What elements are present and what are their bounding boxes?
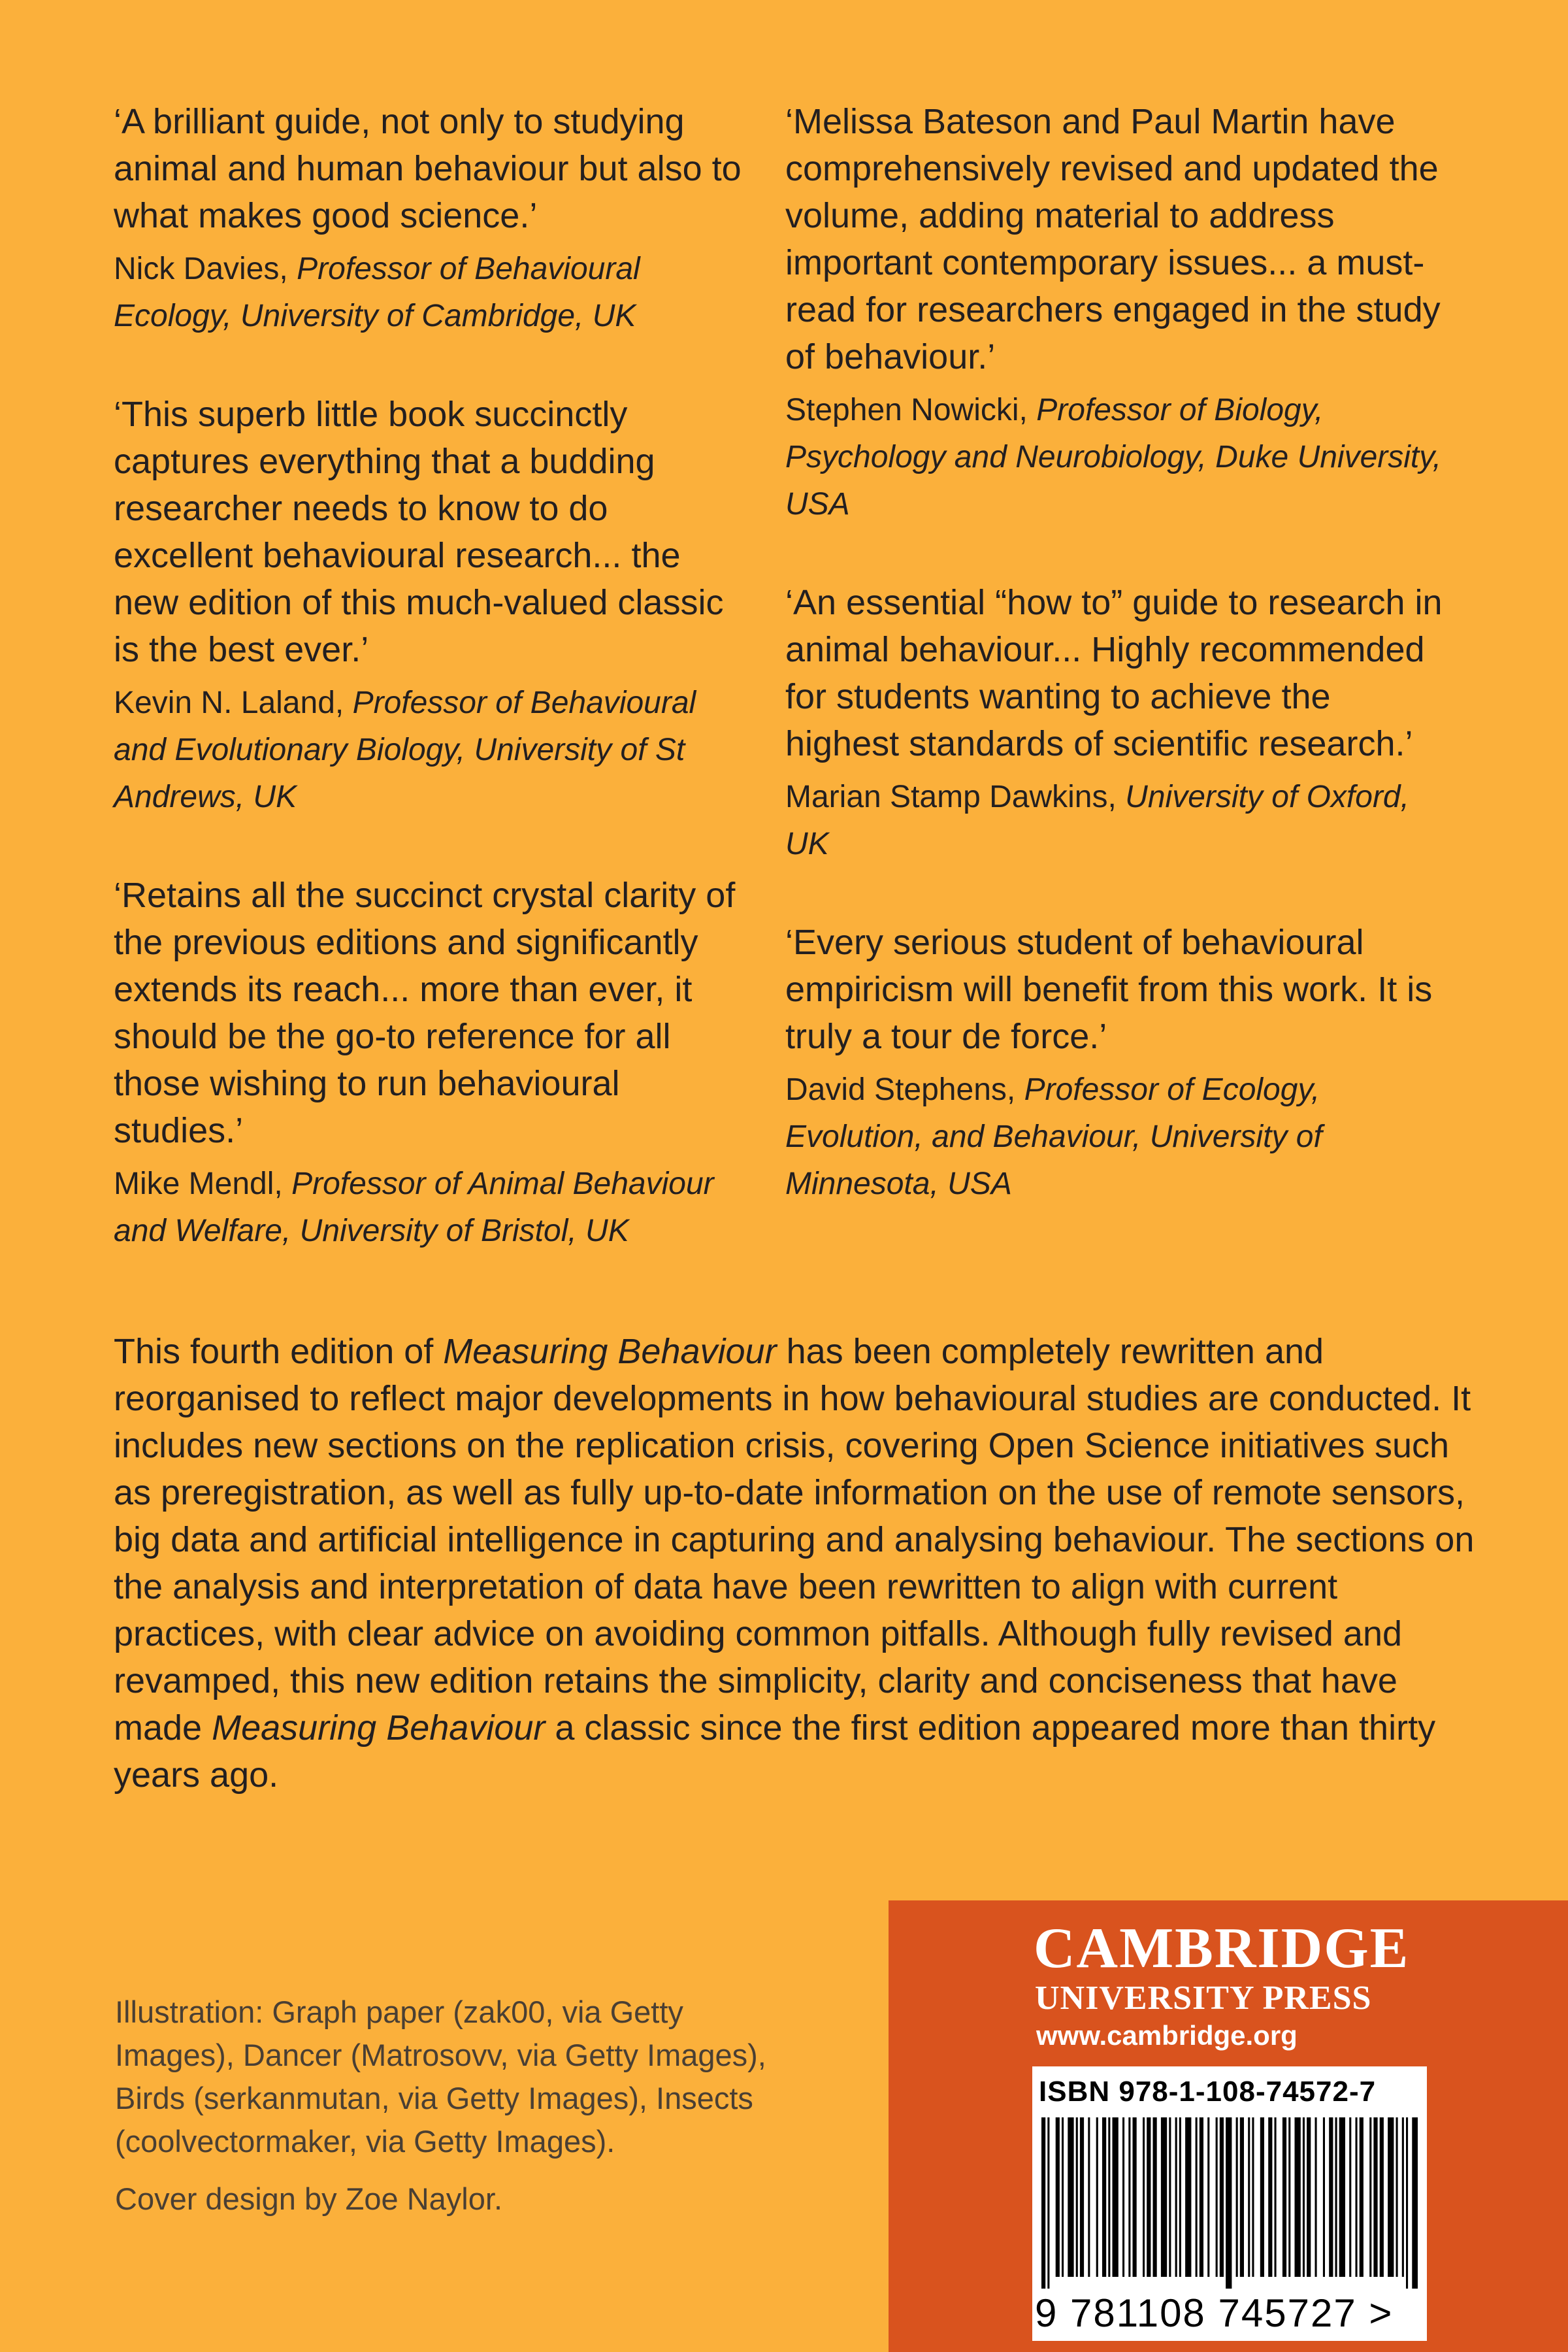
barcode-bar [1275, 2117, 1277, 2277]
barcode-bar [1068, 2117, 1073, 2277]
illustration-credit: Illustration: Graph paper (zak00, via Getty Images), Dancer (Matrosovv, via Getty Images), Birds (serkanmutan, via Getty Images), Insects (coolvectormaker, via Getty Images). [115, 1995, 766, 2159]
reviewer-name: David Stephens, [785, 1072, 1024, 1107]
barcode-bar [1369, 2117, 1371, 2277]
barcode-bar [1196, 2117, 1198, 2277]
review [114, 98, 754, 340]
book-title: Measuring Behaviour [212, 1708, 546, 1747]
barcode-bar [1133, 2117, 1137, 2277]
review [785, 579, 1445, 868]
barcode-image [1041, 2117, 1418, 2289]
review-quote: ‘An essential “how to” guide to research in animal behaviour... Highly recommended for students wanting to achieve the highest standards of scientific research.’ [785, 583, 1443, 763]
reviewer-name: Kevin N. Laland, [114, 686, 353, 720]
barcode-bar [1047, 2117, 1049, 2289]
barcode-bar [1402, 2117, 1404, 2277]
barcode-panel [1032, 2066, 1427, 2341]
review-attribution [114, 1161, 754, 1255]
reviewer-name: Nick Davies, [114, 252, 297, 286]
barcode-bar [1240, 2117, 1244, 2277]
barcode-bar [1143, 2117, 1145, 2277]
barcode-bar [1315, 2117, 1317, 2277]
barcode-bar [1260, 2117, 1264, 2277]
description-text: a classic since the first edition appeared more than thirty years ago. [114, 1708, 1436, 1795]
isbn-label: ISBN 978-1-108-74572-7 [1039, 2076, 1377, 2108]
barcode-bar [1147, 2117, 1151, 2277]
barcode-bar [1268, 2117, 1272, 2277]
review-quote: ‘A brilliant guide, not only to studying animal and human behaviour but also to what makes good science.’ [114, 102, 742, 235]
barcode-bar [1288, 2117, 1290, 2277]
review-attribution [114, 246, 754, 340]
review-quote: ‘Retains all the succinct crystal clarity of the previous editions and significantly extends its reach... more than ever, it should be the go-to reference for all those wishing to run behavioural studies.’ [114, 876, 736, 1150]
barcode-bar [1200, 2117, 1203, 2277]
barcode-bar [1226, 2117, 1232, 2289]
barcode-bar [1339, 2117, 1345, 2277]
cover-credits [115, 1991, 768, 2235]
reviewer-name: Marian Stamp Dawkins, [785, 780, 1126, 814]
barcode-bar [1153, 2117, 1157, 2277]
reviewer-title: Professor of Biology, Psychology and Neurobiology, Duke University, USA [785, 393, 1442, 522]
barcode-bar [1248, 2117, 1250, 2277]
barcode-bar [1360, 2117, 1364, 2277]
left-reviews-column [114, 98, 754, 1306]
reviewer-title: University of Oxford, UK [785, 780, 1409, 861]
barcode-bar [1412, 2117, 1418, 2289]
review [114, 391, 754, 821]
barcode-bar [1096, 2117, 1098, 2277]
barcode-bar [1406, 2117, 1408, 2289]
barcode-bar [1335, 2117, 1337, 2277]
review [114, 872, 754, 1255]
reviewer-name: Mike Mendl, [114, 1167, 292, 1201]
review [785, 919, 1445, 1208]
review-attribution [114, 680, 754, 821]
barcode-bar [1216, 2117, 1218, 2277]
review-attribution [785, 387, 1445, 528]
barcode-bar [1295, 2117, 1301, 2277]
barcode-bar [1161, 2117, 1167, 2277]
reviewer-title: Professor of Ecology, Evolution, and Behaviour, University of Minnesota, USA [785, 1072, 1322, 1201]
description-text: has been completely rewritten and reorganised to reflect major developments in how behavioural studies are conducted. It includes new sections on the replication crisis, covering Open Science initiatives such as preregistration, as well as fully up-to-date information on the use of remote sensors, big data and artificial intelligence in capturing and analysing behaviour. The sections on the analysis and interpretation of data have been rewritten to align with current practices, with clear advice on avoiding common pitfalls. Although fully revised and revamped, this new edition retains the simplicity, clarity and conciseness that have made [114, 1332, 1475, 1747]
barcode-bar [1380, 2117, 1384, 2277]
barcode-bar [1207, 2117, 1209, 2277]
review [785, 98, 1445, 528]
barcode-bar [1128, 2117, 1130, 2277]
barcode-bar [1122, 2117, 1124, 2277]
publisher-logo-name: CAMBRIDGE [1034, 1917, 1410, 1980]
publisher-block [889, 1900, 1568, 2352]
barcode-bar [1056, 2117, 1060, 2277]
barcode-bar [1102, 2117, 1106, 2277]
description-text: This fourth edition of [114, 1332, 444, 1371]
barcode-bar [1329, 2117, 1333, 2277]
barcode-bar [1356, 2117, 1358, 2277]
barcode-number: 9 781108 745727 > [1035, 2291, 1394, 2335]
reviewer-title: Professor of Behavioural and Evolutionary Biology, University of St Andrews, UK [114, 686, 696, 814]
barcode-bar [1175, 2117, 1177, 2277]
barcode-bar [1396, 2117, 1398, 2277]
barcode-bar [1282, 2117, 1286, 2277]
reviewer-name: Stephen Nowicki, [785, 393, 1037, 427]
reviewer-title: Professor of Animal Behaviour and Welfare, University of Bristol, UK [114, 1167, 714, 1248]
right-reviews-column [785, 98, 1445, 1259]
barcode-bar [1185, 2117, 1191, 2277]
barcode-bar [1062, 2117, 1064, 2277]
barcode-bar [1236, 2117, 1238, 2277]
barcode-bar [1179, 2117, 1181, 2277]
book-description [114, 1328, 1479, 1798]
barcode-bar [1041, 2117, 1045, 2289]
barcode-bar [1323, 2117, 1325, 2277]
book-title: Measuring Behaviour [443, 1332, 777, 1371]
barcode-bar [1373, 2117, 1377, 2277]
barcode-bar [1076, 2117, 1078, 2277]
reviewer-title: Professor of Behavioural Ecology, University of Cambridge, UK [114, 252, 640, 333]
review-quote: ‘This superb little book succinctly captures everything that a budding researcher needs to know to do excellent behavioural research... the new edition of this much-valued classic is the best ever.’ [114, 395, 724, 669]
barcode-bar [1307, 2117, 1311, 2277]
design-credit: Cover design by Zoe Naylor. [115, 2181, 503, 2216]
review-quote: ‘Melissa Bateson and Paul Martin have comprehensively revised and updated the volume, adding material to address important contemporary issues... a must-read for researchers engaged in the study of behaviour.’ [785, 102, 1441, 376]
barcode-bar [1220, 2117, 1224, 2277]
barcode-bar [1088, 2117, 1090, 2277]
review-attribution [785, 774, 1445, 868]
barcode-bar [1113, 2117, 1119, 2277]
barcode-bar [1080, 2117, 1084, 2277]
review-quote: ‘Every serious student of behavioural empiricism will benefit from this work. It is truly a tour de force.’ [785, 923, 1433, 1056]
barcode-bar [1252, 2117, 1254, 2277]
barcode-bar [1303, 2117, 1305, 2277]
barcode-bar [1169, 2117, 1171, 2277]
barcode-bar [1388, 2117, 1394, 2277]
review-attribution [785, 1067, 1445, 1208]
barcode-bar [1349, 2117, 1351, 2277]
barcode-bar [1108, 2117, 1110, 2277]
publisher-logo-subtitle: UNIVERSITY PRESS [1035, 1979, 1372, 2017]
publisher-url: www.cambridge.org [1036, 2020, 1298, 2051]
